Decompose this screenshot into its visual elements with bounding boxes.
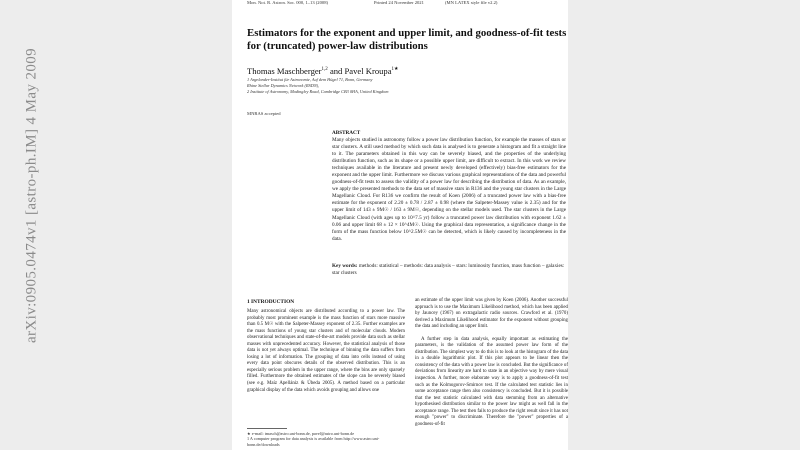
author-list [247,66,399,76]
arxiv-identifier-stamp: arXiv:0905.0474v1 [astro-ph.IM] 4 May 2009 [23,47,40,344]
keywords-label: Key words: [332,263,358,269]
author-affil-mark: 1,2 [321,67,328,73]
abstract-text: Many objects studied in astronomy follow a power law distribution function, for example the masses of stars or star clusters. A still used method by which such data is analysed is to generate a histogram and fit a straight line to it. The parameters obtained in this way can be severely biased, and the properties of the underlying distribution function, such as its shape or a possible upper limit, are difficult to extract. In this work we review techniques available in the literature and present newly developed (effectively) bias-free estimators for the exponent and the upper limit. Furthermore we discuss various graphical representations of the data and powerful goodness-of-fit tests to assess the validity of a power law for describing the distribution of data. As an example, we apply the presented methods to the data set of massive stars in R136 and the young star clusters in the Large Magellanic Cloud. For R136 we confirm the result of Koen (2006) of a truncated power law with a bias-free estimate for the exponent of 2.20 ± 0.78 / 2.87 ± 0.98 (where the Salpeter-Massey value is 2.35) and for the upper limit of 143 ± 9M☉ / 163 ± 9M☉, depending on the stellar models used. The star clusters in the Large Magellanic Cloud (with ages up to 10^7.5 yr) follow a truncated power law distribution with exponent 1.62 ± 0.06 and upper limit 68 ± 12 × 10^4M☉. Using the graphical data representation, a significance change in the form of the mass function below 10^2.5M☉ can be detected, which is likely caused by incompleteness in the data. [332,137,566,242]
affiliation: 2 Institute of Astronomy, Madingley Road, Cambridge CB3 0HA, United Kingdom [247,89,389,94]
paragraph: an estimate of the upper limit was given by Koen (2006). Another successful approach is to use the Maximum Likelihood method, which has been applied by Jauncey (1967) on extragalactic radio sources. Crawford et al. (1970) derived a Maximum Likelihood estimator for the exponent without grouping the data and including an upper limit. [415,298,568,330]
abstract-heading: ABSTRACT [332,130,361,136]
affiliation: Rhine Stellar Dynamics Network (RSDN), [247,83,320,88]
footnote: ★ e-mail: tmasch@astro.uni-bonn.de, pavel@astro.uni-bonn.de [247,431,355,436]
style-file: (MN LATEX style file v2.2) [445,0,498,5]
journal-citation: Mon. Not. R. Astron. Soc. 000, 1–13 (2008) [247,0,329,5]
footnote-rule [247,428,287,429]
paragraph: A further step in data analysis, equally important as estimating the parameters, is the validation of the assumed power law form of the distribution. The simplest way to do this is to look at the histogram of the data in a double logarithmic plot. If this plot appears to be linear then the consistency of the data with a power law is concluded. But the significance of deviations from linearity are hard to state in an objective way by mere visual inspection. A further, more elaborate way is to apply a goodness-of-fit test such as the Kolmogorov-Smirnov test. If the calculated test statistic lies in some acceptance range then also consistency is concluded. But it is possible that the test statistic calculated with data stemming from an alternative hypothesised distribution similar to the power law might as well fall in the acceptance range. The test then fails to produce the right result since it has not enough "power" to discriminate. Therefore the "power" properties of a goodness-of-fit [415,336,568,427]
running-head [232,0,568,7]
acceptance-note: MNRAS accepted [247,111,281,116]
author-connector: and [327,66,345,76]
affiliation: 1 Argelander-Institut für Astronomie, Auf dem Hügel 71, Bonn, Germany [247,77,373,82]
body-column-left: Many astronomical objects are distributed according to a power law. The probably most prominent example is the mass function of stars more massive than 0.5 M☉ with the Salpeter-Massey exponent of 2.35. Further examples are the mass functions of young star clusters and of molecular clouds. Modern observational techniques and state-of-the-art models provide data such as stellar masses with unprecedented accuracy. However, the statistical analysis of those data is not yet always optimal. The technique of binning the data suffers from losing a lot of information. The grouping of data into cells instead of using every data point obscures details of the observed distribution. This is an especially serious problem in the upper range, where the bins are only sparsely filled. Furthermore the obtained estimates of the slope can be severely biased (see e.g. Maíz Apellániz & Úbeda 2005). A method based on a particular graphical display of the data which avoids grouping and allows one [247,309,405,393]
footnotes [247,431,407,447]
author-affil-mark: 1★ [391,67,399,73]
author-name: Pavel Kroupa [344,66,392,76]
keywords [332,263,566,277]
author-name: Thomas Maschberger [247,66,322,76]
paper-title: Estimators for the exponent and upper limit, and goodness-of-fit tests for (truncated) power-law distributions [247,27,567,52]
printed-date: Printed 24 November 2021 [374,0,424,5]
section-heading: 1 INTRODUCTION [247,299,295,305]
paper-page [232,0,568,450]
keywords-text: methods: statistical – methods: data analysis – stars: luminosity function, mass function – galaxies: star clusters [332,263,565,276]
footnote: 1 A computer program for data analysis is available from http://www.astro.uni-bonn.de/downloads [247,436,380,447]
body-column-right [415,298,568,428]
